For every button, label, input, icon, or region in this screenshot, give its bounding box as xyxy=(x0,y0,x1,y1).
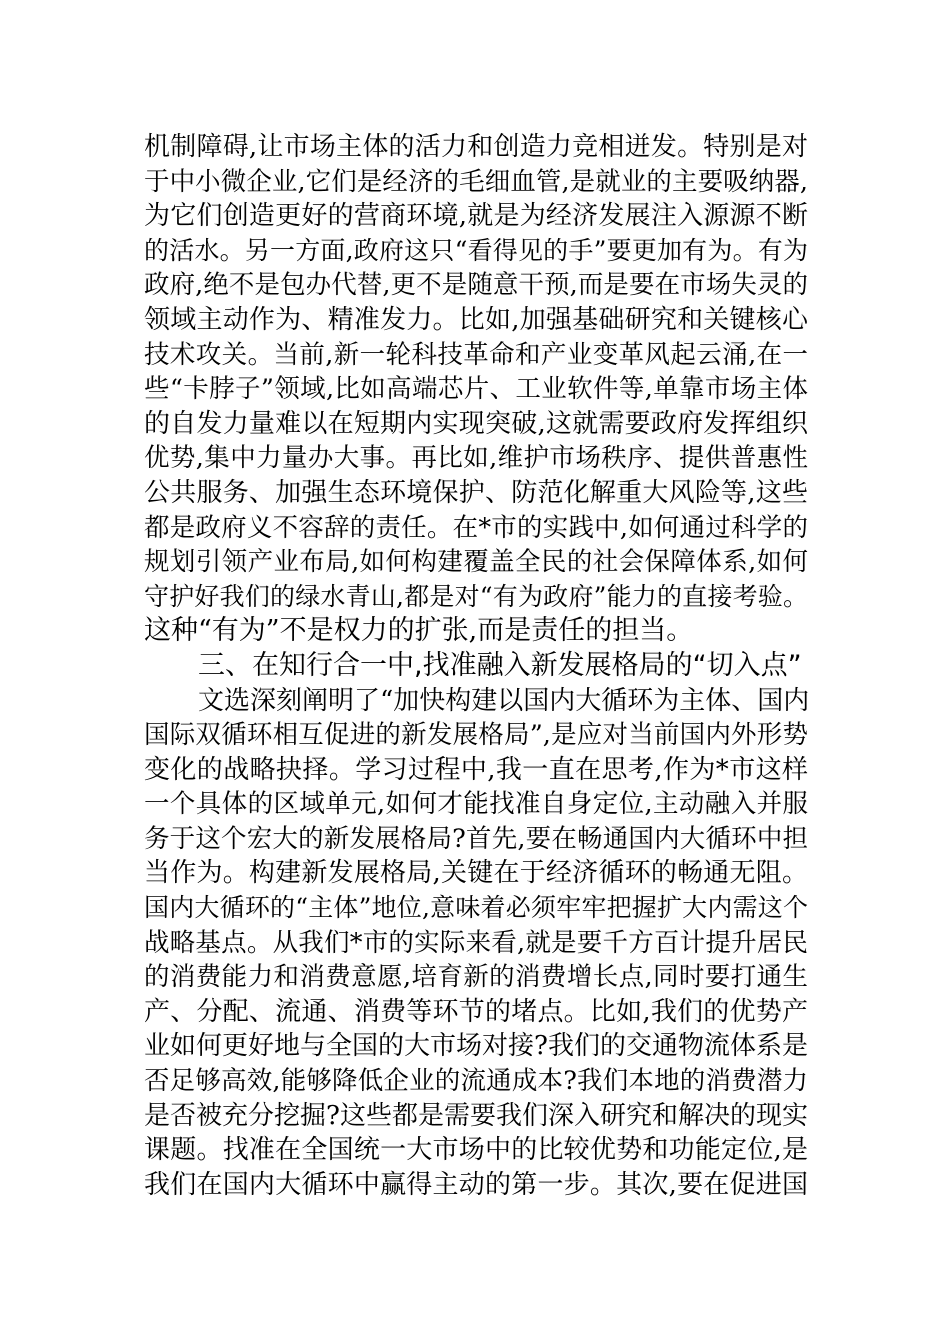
paragraph-section-three xyxy=(144,684,808,1203)
text-line: 守护好我们的绿水青山,都是对“有为政府”能力的直接考验。 xyxy=(144,581,808,611)
text-line: 为它们创造更好的营商环境,就是为经济发展注入源源不断 xyxy=(144,201,808,232)
text-line: 规划引领产业布局,如何构建覆盖全民的社会保障体系,如何 xyxy=(144,547,808,578)
text-line: 国内大循环的“主体”地位,意味着必须牢牢把握扩大内需这个 xyxy=(144,893,808,923)
text-line: 这种“有为”不是权力的扩张,而是责任的担当。 xyxy=(144,615,694,647)
text-line: 变化的战略抉择。学习过程中,我一直在思考,作为*市这样 xyxy=(144,754,808,785)
text-line: 一个具体的区域单元,如何才能找准自身定位,主动融入并服 xyxy=(144,789,808,820)
text-line: 否足够高效,能够降低企业的流通成本?我们本地的消费潜力 xyxy=(144,1066,808,1097)
paragraph-continuation xyxy=(144,130,808,649)
text-line: 机制障碍,让市场主体的活力和创造力竞相迸发。特别是对 xyxy=(144,132,808,162)
text-line: 国际双循环相互促进的新发展格局”,是应对当前国内外形势 xyxy=(144,720,808,751)
text-line: 的自发力量难以在短期内实现突破,这就需要政府发挥组织 xyxy=(144,408,808,439)
text-line: 文选深刻阐明了“加快构建以国内大循环为主体、国内 xyxy=(198,685,810,716)
text-line: 些“卡脖子”领域,比如高端芯片、工业软件等,单靠市场主体 xyxy=(144,374,808,405)
text-line: 的消费能力和消费意愿,培育新的消费增长点,同时要打通生 xyxy=(144,962,808,993)
text-line: 领域主动作为、精准发力。比如,加强基础研究和关键核心 xyxy=(144,304,808,335)
text-line: 当作为。构建新发展格局,关键在于经济循环的畅通无阻。 xyxy=(144,858,808,889)
text-line: 技术攻关。当前,新一轮科技革命和产业变革风起云涌,在一 xyxy=(144,339,808,370)
text-line: 产、分配、流通、消费等环节的堵点。比如,我们的优势产 xyxy=(144,996,808,1027)
text-line: 是否被充分挖掘?这些都是需要我们深入研究和解决的现实 xyxy=(144,1100,808,1131)
text-line: 都是政府义不容辞的责任。在*市的实践中,如何通过科学的 xyxy=(144,512,808,543)
text-line: 务于这个宏大的新发展格局?首先,要在畅通国内大循环中担 xyxy=(144,823,808,854)
text-line: 政府,绝不是包办代替,更不是随意干预,而是要在市场失灵的 xyxy=(144,270,808,301)
text-line: 公共服务、加强生态环境保护、防范化解重大风险等,这些 xyxy=(144,477,808,508)
text-line: 业如何更好地与全国的大市场对接?我们的交通物流体系是 xyxy=(144,1031,808,1062)
text-line: 优势,集中力量办大事。再比如,维护市场秩序、提供普惠性 xyxy=(144,443,808,474)
text-line: 课题。找准在全国统一大市场中的比较优势和功能定位,是 xyxy=(144,1135,808,1166)
text-line: 的活水。另一方面,政府这只“看得见的手”要更加有为。有为 xyxy=(144,235,808,265)
text-line: 于中小微企业,它们是经济的毛细血管,是就业的主要吸纳器, xyxy=(144,166,808,197)
section-heading: 三、在知行合一中,找准融入新发展格局的“切入点” xyxy=(198,649,802,681)
text-line: 我们在国内大循环中赢得主动的第一步。其次,要在促进国 xyxy=(144,1169,808,1200)
text-line: 战略基点。从我们*市的实际来看,就是要千方百计提升居民 xyxy=(144,927,808,958)
document-body xyxy=(144,130,808,1202)
